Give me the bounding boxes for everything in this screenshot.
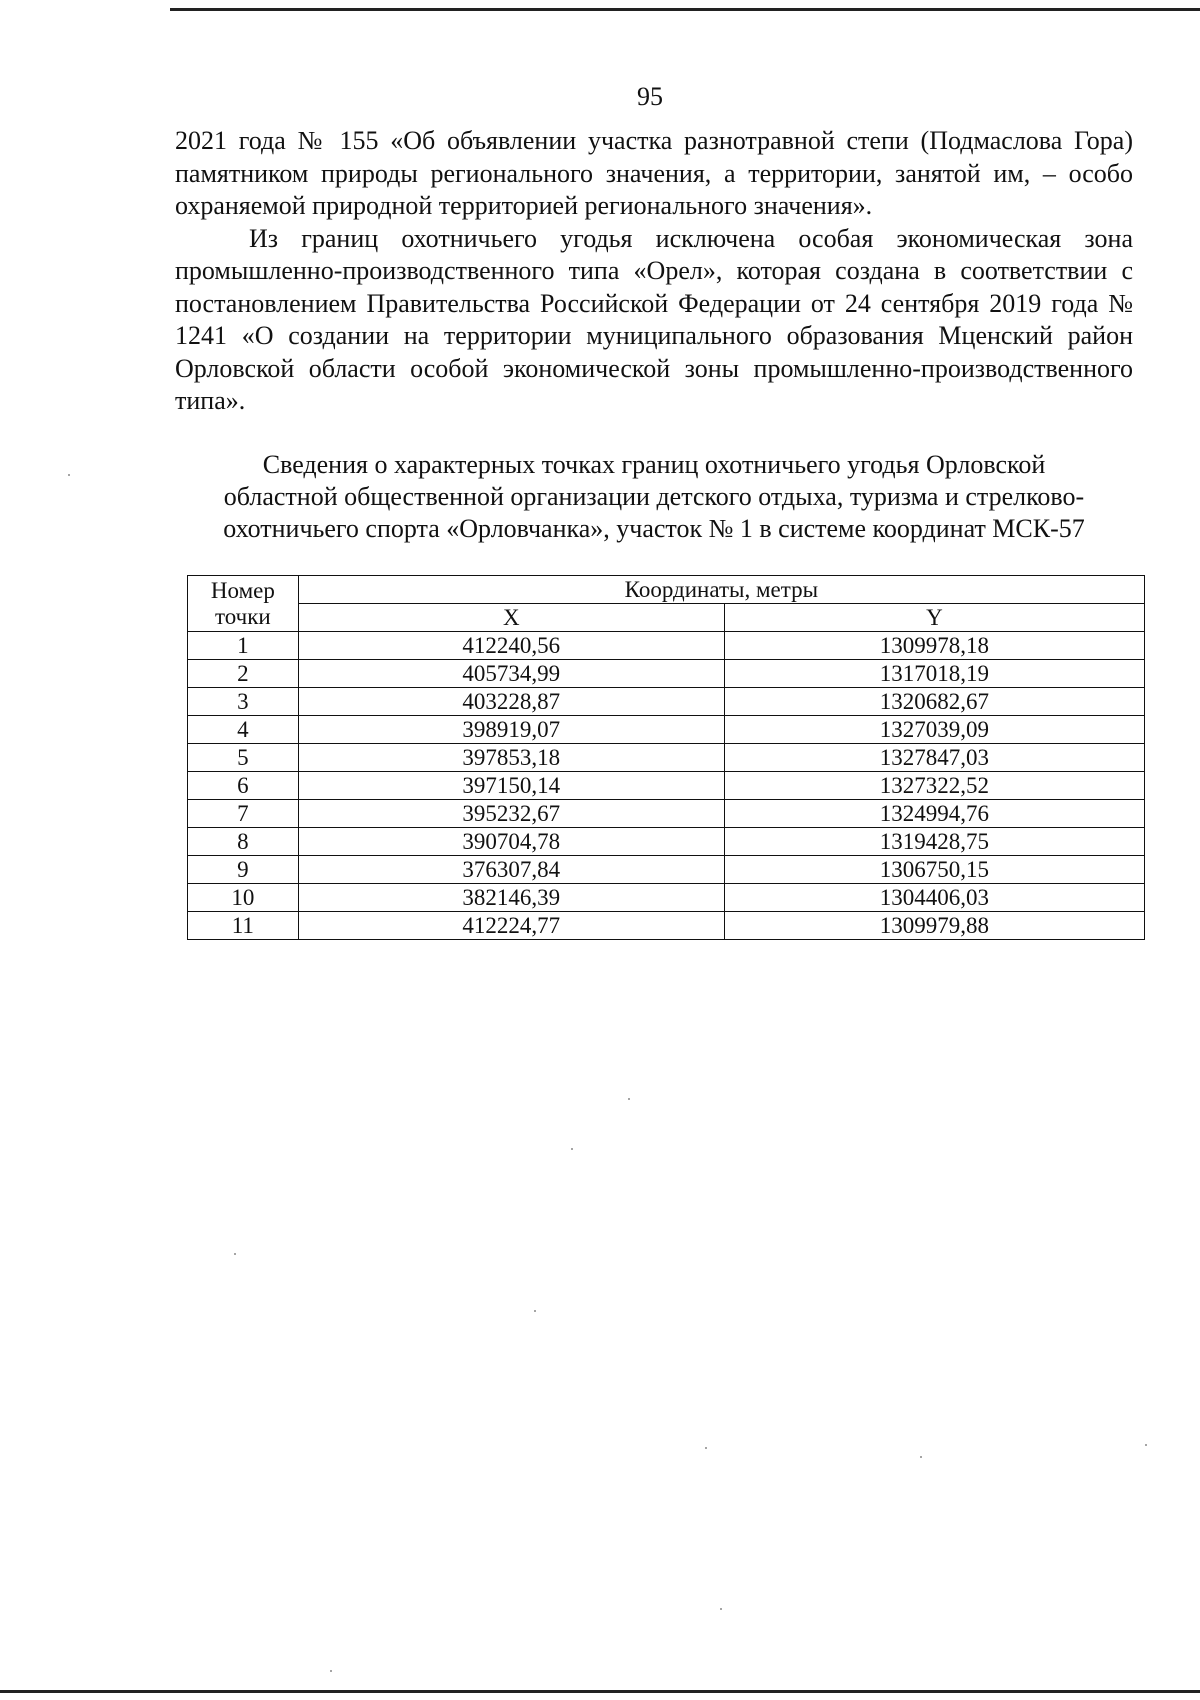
scan-speck [1145, 1444, 1147, 1446]
header-coordinates: Координаты, метры [298, 576, 1144, 604]
table-row [188, 716, 1145, 744]
cell-x: 403228,87 [298, 688, 724, 716]
heading-line: охотничьего спорта «Орловчанка», участок № 1 в системе координат МСК-57 [223, 514, 1085, 543]
cell-y: 1317018,19 [724, 660, 1144, 688]
top-scan-border [170, 8, 1200, 11]
cell-y: 1304406,03 [724, 884, 1144, 912]
cell-x: 397853,18 [298, 744, 724, 772]
cell-x: 405734,99 [298, 660, 724, 688]
header-point-number [188, 576, 299, 632]
cell-point: 11 [188, 912, 299, 940]
cell-point: 8 [188, 828, 299, 856]
cell-y: 1327322,52 [724, 772, 1144, 800]
table-row [188, 912, 1145, 940]
cell-y: 1306750,15 [724, 856, 1144, 884]
table-header-row [188, 576, 1145, 604]
scan-speck [705, 1447, 707, 1449]
scan-speck [68, 474, 70, 476]
coordinates-table [187, 575, 1145, 940]
cell-point: 7 [188, 800, 299, 828]
paragraph-continuation: 2021 года № 155 «Об объявлении участка разнотравной степи (Подмаслова Гора) памятником природы регионального значения, а территории, занятой им, – особо охраняемой природной территорией регионального значения». [175, 126, 1133, 220]
cell-x: 397150,14 [298, 772, 724, 800]
cell-y: 1309978,18 [724, 632, 1144, 660]
table-row [188, 800, 1145, 828]
table-row [188, 660, 1145, 688]
paragraph-exclusion: Из границ охотничьего угодья исключена особая экономическая зона промышленно-производственного типа «Орел», которая создана в соответствии с постановлением Правительства Российской Федерации от 24 сентября 2019 года № 1241 «О создании на территории муниципального образования Мценский район Орловской области особой экономической зоны промышленно-производственного типа». [175, 223, 1133, 415]
table-row [188, 744, 1145, 772]
cell-point: 2 [188, 660, 299, 688]
cell-y: 1327039,09 [724, 716, 1144, 744]
cell-x: 398919,07 [298, 716, 724, 744]
table-row [188, 632, 1145, 660]
scan-speck [628, 1098, 630, 1100]
header-x: X [298, 604, 724, 632]
header-point-line: точки [215, 603, 271, 629]
table-row [188, 884, 1145, 912]
cell-point: 4 [188, 716, 299, 744]
bottom-scan-border [0, 1690, 1200, 1693]
cell-point: 9 [188, 856, 299, 884]
cell-x: 412240,56 [298, 632, 724, 660]
heading-line: областной общественной организации детского отдыха, туризма и стрелково- [223, 482, 1085, 511]
cell-x: 395232,67 [298, 800, 724, 828]
scan-speck [571, 1148, 573, 1150]
table-row [188, 828, 1145, 856]
table-subheader-row [188, 604, 1145, 632]
cell-x: 390704,78 [298, 828, 724, 856]
table-row [188, 856, 1145, 884]
cell-y: 1320682,67 [724, 688, 1144, 716]
cell-point: 10 [188, 884, 299, 912]
cell-point: 5 [188, 744, 299, 772]
scan-speck [720, 1608, 722, 1610]
body-text [175, 125, 1133, 418]
cell-x: 376307,84 [298, 856, 724, 884]
header-y: Y [724, 604, 1144, 632]
cell-point: 6 [188, 772, 299, 800]
header-point-line: Номер [210, 577, 275, 603]
cell-y: 1324994,76 [724, 800, 1144, 828]
cell-point: 3 [188, 688, 299, 716]
heading-line: Сведения о характерных точках границ охотничьего угодья Орловской [262, 450, 1046, 479]
scan-speck [330, 1670, 332, 1672]
scan-speck [234, 1253, 236, 1255]
cell-y: 1327847,03 [724, 744, 1144, 772]
cell-y: 1309979,88 [724, 912, 1144, 940]
cell-x: 382146,39 [298, 884, 724, 912]
table-row [188, 772, 1145, 800]
cell-x: 412224,77 [298, 912, 724, 940]
table-heading [175, 449, 1133, 545]
scan-speck [534, 1310, 536, 1312]
page-number: 95 [637, 82, 663, 111]
cell-y: 1319428,75 [724, 828, 1144, 856]
cell-point: 1 [188, 632, 299, 660]
table-row [188, 688, 1145, 716]
scan-speck [920, 1456, 922, 1458]
